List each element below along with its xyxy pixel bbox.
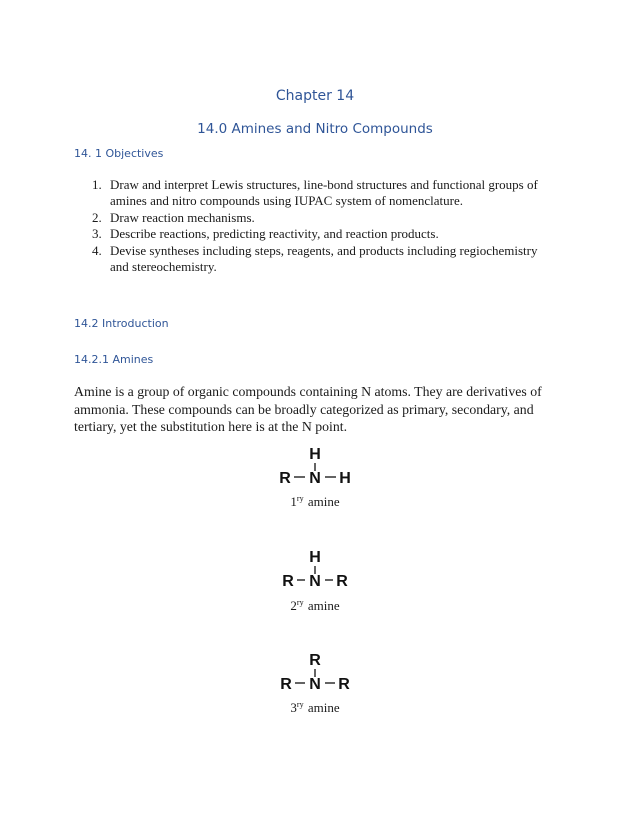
objective-item [74, 210, 544, 226]
caption-superscript: ry [296, 598, 304, 607]
caption-superscript: ry [296, 700, 304, 709]
secondary-amine-molecule [0, 547, 630, 595]
atom-left: R [282, 573, 294, 590]
caption-superscript: ry [296, 494, 304, 503]
secondary-amine-structure [0, 547, 630, 617]
atom-top: H [309, 446, 321, 463]
caption-number: 1 [290, 494, 297, 509]
tertiary-amine-structure [0, 650, 630, 720]
atom-top: R [309, 652, 321, 669]
primary-amine-molecule [0, 444, 630, 492]
amines-paragraph: Amine is a group of organic compounds containing N atoms. They are derivatives of ammonia. These compounds can be broadly categorized as primary, secondary, and tertiary, yet the substitution here is at the N point. [74, 384, 542, 435]
tertiary-amine-molecule [0, 650, 630, 698]
primary-amine-caption [0, 494, 630, 510]
caption-number: 3 [290, 700, 297, 715]
atom-right: R [338, 676, 350, 693]
atom-top: H [309, 549, 321, 566]
caption-text: amine [307, 494, 340, 509]
objective-number: 3. [92, 226, 102, 242]
atom-left: R [279, 470, 291, 487]
objective-text: Devise syntheses including steps, reagents, and products including regiochemistry and stereochemistry. [110, 242, 538, 275]
objective-text: Draw and interpret Lewis structures, line-bond structures and functional groups of amines and nitro compounds using IUPAC system of nomenclature. [110, 177, 538, 209]
objective-item [74, 177, 544, 210]
secondary-amine-caption [0, 598, 630, 614]
atom-right: R [336, 573, 348, 590]
atom-center: N [309, 676, 321, 693]
caption-number: 2 [290, 598, 297, 613]
caption-text: amine [307, 700, 340, 715]
caption-text: amine [307, 598, 340, 613]
chapter-title: Chapter 14 [275, 88, 355, 104]
atom-left: R [280, 676, 292, 693]
amines-heading: 14.2.1 Amines [74, 353, 154, 366]
objective-item [74, 243, 544, 276]
atom-center: N [309, 470, 321, 487]
section-title: 14.0 Amines and Nitro Compounds [197, 121, 433, 137]
objectives-list [74, 177, 544, 275]
tertiary-amine-caption [0, 700, 630, 716]
objective-text: Describe reactions, predicting reactivity, and reaction products. [110, 226, 439, 242]
introduction-heading: 14.2 Introduction [74, 317, 169, 330]
objective-number: 1. [92, 177, 102, 192]
objectives-heading: 14. 1 Objectives [74, 147, 164, 160]
atom-center: N [309, 573, 321, 590]
atom-right: H [339, 470, 351, 487]
objective-number: 2. [92, 209, 102, 225]
primary-amine-structure [0, 444, 630, 514]
objective-item [74, 226, 544, 242]
objective-number: 4. [92, 242, 102, 258]
objective-text: Draw reaction mechanisms. [110, 209, 255, 225]
